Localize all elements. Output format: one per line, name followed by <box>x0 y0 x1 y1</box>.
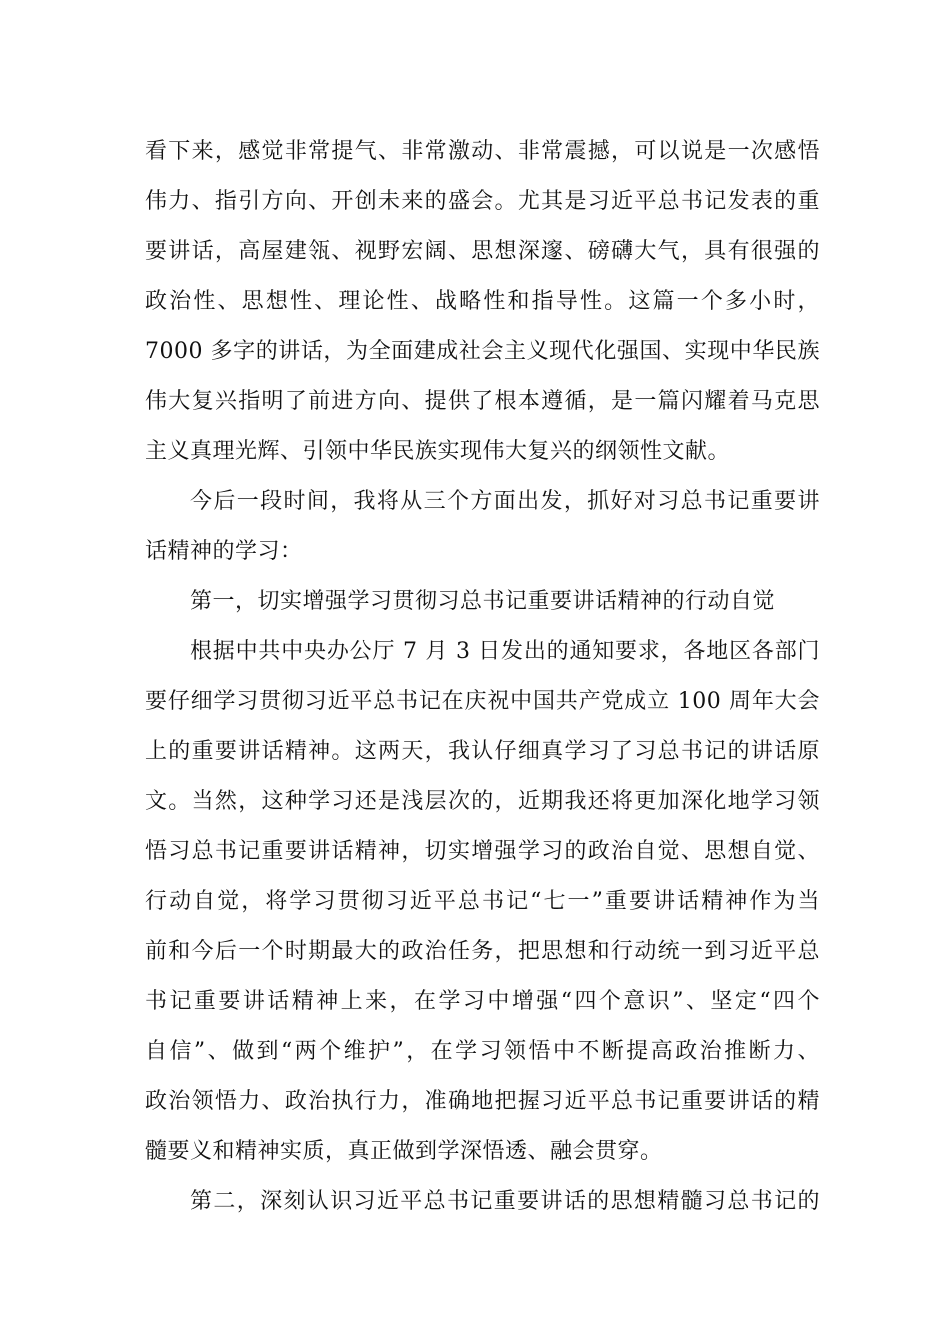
body-text-line: 髓要义和精神实质，真正做到学深悟透、融会贯穿。 <box>145 1139 663 1164</box>
body-text-line: 上的重要讲话精神。这两天，我认仔细真学习了习总书记的讲话原 <box>145 739 820 764</box>
body-text-line: 要仔细学习贯彻习近平总书记在庆祝中国共产党成立 100 周年大会 <box>145 689 820 714</box>
body-text-line: 伟大复兴指明了前进方向、提供了根本遵循，是一篇闪耀着马克思 <box>145 389 820 414</box>
body-text-line: 政治领悟力、政治执行力，准确地把握习近平总书记重要讲话的精 <box>145 1089 820 1114</box>
body-text-line: 文。当然，这种学习还是浅层次的，近期我还将更加深化地学习领 <box>145 789 820 814</box>
body-text-line: 书记重要讲话精神上来，在学习中增强“四个意识”、坚定“四个 <box>145 989 820 1014</box>
body-text-line: 伟力、指引方向、开创未来的盛会。尤其是习近平总书记发表的重 <box>145 189 820 214</box>
paragraph-first-line: 根据中共中央办公厅 7 月 3 日发出的通知要求，各地区各部门 <box>190 639 820 664</box>
body-text-line: 前和今后一个时期最大的政治任务，把思想和行动统一到习近平总 <box>145 939 820 964</box>
body-text-line: 主义真理光辉、引领中华民族实现伟大复兴的纲领性文献。 <box>145 439 731 464</box>
body-text-line: 行动自觉，将学习贯彻习近平总书记“七一”重要讲话精神作为当 <box>145 889 820 914</box>
body-text-line: 话精神的学习： <box>145 539 303 564</box>
paragraph-first-line: 今后一段时间，我将从三个方面出发，抓好对习总书记重要讲 <box>190 489 820 514</box>
body-text-line: 悟习总书记重要讲话精神，切实增强学习的政治自觉、思想自觉、 <box>145 839 820 864</box>
body-text-line: 7000 多字的讲话，为全面建成社会主义现代化强国、实现中华民族 <box>145 339 820 364</box>
body-text-line: 看下来，感觉非常提气、非常激动、非常震撼，可以说是一次感悟 <box>145 139 820 164</box>
body-text-line: 政治性、思想性、理论性、战略性和指导性。这篇一个多小时， <box>145 289 820 314</box>
section-heading: 第二，深刻认识习近平总书记重要讲话的思想精髓习总书记的 <box>190 1189 820 1214</box>
body-text-line: 要讲话，高屋建瓴、视野宏阔、思想深邃、磅礴大气，具有很强的 <box>145 239 820 264</box>
body-text-line: 自信”、做到“两个维护”，在学习领悟中不断提高政治推断力、 <box>145 1039 820 1064</box>
section-heading: 第一，切实增强学习贯彻习总书记重要讲话精神的行动自觉 <box>190 589 776 614</box>
